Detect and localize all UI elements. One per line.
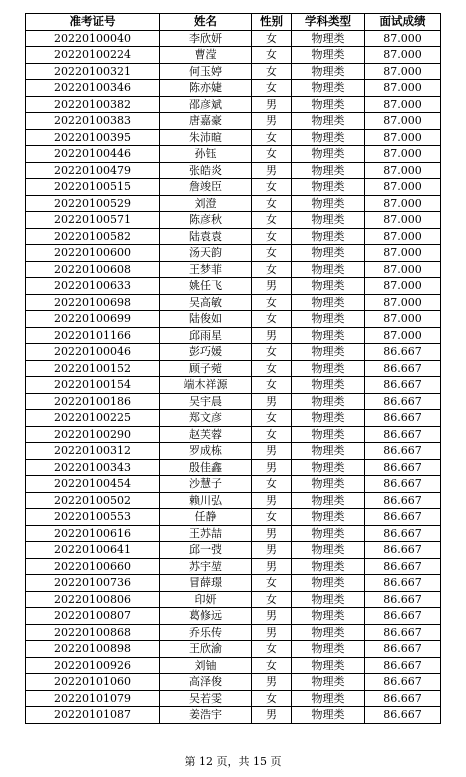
table-row [26,476,441,493]
cell-exam-id: 20220101166 [26,327,160,344]
cell-interview-score: 87.000 [365,327,441,344]
cell-exam-id: 20220100633 [26,278,160,295]
cell-exam-id: 20220100186 [26,393,160,410]
cell-subject-type: 物理类 [292,476,365,493]
cell-gender: 女 [252,30,292,47]
table-row [26,525,441,542]
table-row [26,179,441,196]
cell-interview-score: 86.667 [365,641,441,658]
cell-gender: 男 [252,624,292,641]
cell-interview-score: 86.667 [365,393,441,410]
cell-interview-score: 86.667 [365,657,441,674]
cell-name: 刘铀 [160,657,252,674]
cell-gender: 男 [252,443,292,460]
cell-subject-type: 物理类 [292,261,365,278]
cell-exam-id: 20220100321 [26,63,160,80]
cell-exam-id: 20220100312 [26,443,160,460]
cell-gender: 女 [252,47,292,64]
header-gender: 性别 [252,14,292,31]
table-row [26,30,441,47]
cell-name: 张皓炎 [160,162,252,179]
cell-name: 李欣妍 [160,30,252,47]
cell-subject-type: 物理类 [292,47,365,64]
cell-exam-id: 20220101079 [26,690,160,707]
cell-gender: 女 [252,294,292,311]
cell-name: 陆俊如 [160,311,252,328]
cell-exam-id: 20220100225 [26,410,160,427]
cell-exam-id: 20220100040 [26,30,160,47]
cell-name: 苏宇堃 [160,558,252,575]
cell-name: 汤天韵 [160,245,252,262]
cell-gender: 男 [252,707,292,724]
cell-exam-id: 20220100736 [26,575,160,592]
cell-name: 王苏喆 [160,525,252,542]
cell-name: 陈亦婕 [160,80,252,97]
cell-name: 姜浩宇 [160,707,252,724]
table-row [26,162,441,179]
cell-interview-score: 87.000 [365,278,441,295]
header-exam-id: 准考证号 [26,14,160,31]
cell-subject-type: 物理类 [292,195,365,212]
cell-interview-score: 87.000 [365,96,441,113]
cell-subject-type: 物理类 [292,377,365,394]
cell-gender: 女 [252,360,292,377]
cell-subject-type: 物理类 [292,459,365,476]
cell-name: 刘澄 [160,195,252,212]
cell-subject-type: 物理类 [292,558,365,575]
cell-interview-score: 86.667 [365,591,441,608]
cell-exam-id: 20220100553 [26,509,160,526]
cell-exam-id: 20220100641 [26,542,160,559]
cell-subject-type: 物理类 [292,228,365,245]
table-row [26,146,441,163]
cell-subject-type: 物理类 [292,608,365,625]
cell-subject-type: 物理类 [292,327,365,344]
cell-subject-type: 物理类 [292,690,365,707]
table-row [26,393,441,410]
table-row [26,509,441,526]
cell-subject-type: 物理类 [292,674,365,691]
cell-subject-type: 物理类 [292,311,365,328]
cell-subject-type: 物理类 [292,492,365,509]
cell-gender: 女 [252,63,292,80]
cell-subject-type: 物理类 [292,63,365,80]
cell-subject-type: 物理类 [292,657,365,674]
cell-subject-type: 物理类 [292,393,365,410]
table-body [26,30,441,723]
cell-exam-id: 20220100529 [26,195,160,212]
cell-name: 郑文彦 [160,410,252,427]
cell-gender: 女 [252,261,292,278]
cell-gender: 女 [252,476,292,493]
cell-subject-type: 物理类 [292,641,365,658]
table-row [26,492,441,509]
cell-name: 王欣渝 [160,641,252,658]
cell-subject-type: 物理类 [292,179,365,196]
cell-exam-id: 20220100446 [26,146,160,163]
cell-interview-score: 86.667 [365,558,441,575]
cell-subject-type: 物理类 [292,591,365,608]
cell-gender: 女 [252,129,292,146]
table-row [26,426,441,443]
cell-gender: 男 [252,459,292,476]
cell-subject-type: 物理类 [292,113,365,130]
cell-interview-score: 86.667 [365,707,441,724]
cell-interview-score: 87.000 [365,30,441,47]
cell-gender: 男 [252,608,292,625]
table-row [26,542,441,559]
cell-gender: 男 [252,558,292,575]
cell-exam-id: 20220100699 [26,311,160,328]
cell-subject-type: 物理类 [292,30,365,47]
table-row [26,674,441,691]
cell-name: 邵彦斌 [160,96,252,113]
cell-exam-id: 20220100046 [26,344,160,361]
cell-exam-id: 20220100224 [26,47,160,64]
cell-gender: 女 [252,377,292,394]
cell-subject-type: 物理类 [292,509,365,526]
cell-exam-id: 20220100290 [26,426,160,443]
cell-interview-score: 87.000 [365,228,441,245]
cell-name: 朱沛暄 [160,129,252,146]
cell-name: 葛修远 [160,608,252,625]
cell-exam-id: 20220101060 [26,674,160,691]
cell-exam-id: 20220100898 [26,641,160,658]
cell-exam-id: 20220101087 [26,707,160,724]
cell-gender: 女 [252,426,292,443]
cell-gender: 男 [252,542,292,559]
table-row [26,707,441,724]
cell-interview-score: 86.667 [365,608,441,625]
cell-exam-id: 20220100600 [26,245,160,262]
cell-exam-id: 20220100395 [26,129,160,146]
table-row [26,624,441,641]
cell-subject-type: 物理类 [292,80,365,97]
table-row [26,591,441,608]
cell-name: 陈彦秋 [160,212,252,229]
cell-subject-type: 物理类 [292,410,365,427]
cell-exam-id: 20220100154 [26,377,160,394]
cell-subject-type: 物理类 [292,525,365,542]
cell-name: 彭巧媛 [160,344,252,361]
table-row [26,245,441,262]
cell-name: 孙钰 [160,146,252,163]
cell-exam-id: 20220100383 [26,113,160,130]
table-row [26,377,441,394]
cell-exam-id: 20220100346 [26,80,160,97]
cell-name: 乔乐传 [160,624,252,641]
cell-subject-type: 物理类 [292,294,365,311]
cell-gender: 女 [252,509,292,526]
cell-interview-score: 86.667 [365,360,441,377]
cell-interview-score: 86.667 [365,624,441,641]
table-row [26,327,441,344]
header-row [26,14,441,31]
cell-interview-score: 87.000 [365,47,441,64]
cell-gender: 男 [252,162,292,179]
cell-exam-id: 20220100382 [26,96,160,113]
table-row [26,278,441,295]
cell-exam-id: 20220100515 [26,179,160,196]
table-row [26,96,441,113]
cell-gender: 男 [252,525,292,542]
cell-subject-type: 物理类 [292,360,365,377]
cell-subject-type: 物理类 [292,443,365,460]
header-subject-type: 学科类型 [292,14,365,31]
cell-interview-score: 87.000 [365,195,441,212]
cell-exam-id: 20220100479 [26,162,160,179]
cell-subject-type: 物理类 [292,344,365,361]
cell-gender: 女 [252,410,292,427]
cell-subject-type: 物理类 [292,96,365,113]
cell-exam-id: 20220100698 [26,294,160,311]
table-row [26,261,441,278]
cell-interview-score: 86.667 [365,344,441,361]
cell-interview-score: 87.000 [365,129,441,146]
cell-interview-score: 86.667 [365,674,441,691]
cell-name: 陆袁袁 [160,228,252,245]
cell-interview-score: 86.667 [365,575,441,592]
cell-interview-score: 87.000 [365,113,441,130]
cell-name: 邱一弢 [160,542,252,559]
cell-gender: 女 [252,344,292,361]
cell-name: 邱雨星 [160,327,252,344]
cell-interview-score: 86.667 [365,377,441,394]
cell-name: 赵芙蓉 [160,426,252,443]
cell-interview-score: 87.000 [365,294,441,311]
cell-exam-id: 20220100926 [26,657,160,674]
cell-gender: 女 [252,80,292,97]
table-row [26,459,441,476]
cell-name: 唐嘉豪 [160,113,252,130]
cell-gender: 女 [252,311,292,328]
cell-subject-type: 物理类 [292,212,365,229]
cell-name: 沙慧子 [160,476,252,493]
page-number: 第 12 页，共 15 页 [184,755,282,768]
table-row [26,311,441,328]
cell-name: 任静 [160,509,252,526]
cell-interview-score: 86.667 [365,690,441,707]
cell-name: 端木祥源 [160,377,252,394]
cell-interview-score: 86.667 [365,459,441,476]
cell-interview-score: 87.000 [365,245,441,262]
cell-interview-score: 86.667 [365,410,441,427]
cell-gender: 男 [252,393,292,410]
cell-interview-score: 86.667 [365,525,441,542]
cell-exam-id: 20220100868 [26,624,160,641]
cell-interview-score: 86.667 [365,476,441,493]
table-row [26,47,441,64]
cell-subject-type: 物理类 [292,707,365,724]
cell-interview-score: 87.000 [365,146,441,163]
cell-name: 罗成栋 [160,443,252,460]
table-row [26,80,441,97]
cell-interview-score: 86.667 [365,492,441,509]
cell-gender: 女 [252,641,292,658]
cell-gender: 女 [252,179,292,196]
header-name: 姓名 [160,14,252,31]
cell-interview-score: 87.000 [365,63,441,80]
table-row [26,360,441,377]
cell-interview-score: 87.000 [365,179,441,196]
cell-subject-type: 物理类 [292,426,365,443]
cell-gender: 女 [252,591,292,608]
cell-gender: 女 [252,212,292,229]
cell-name: 殷佳鑫 [160,459,252,476]
table-row [26,212,441,229]
cell-exam-id: 20220100660 [26,558,160,575]
cell-exam-id: 20220100616 [26,525,160,542]
cell-gender: 女 [252,690,292,707]
cell-gender: 男 [252,278,292,295]
cell-exam-id: 20220100152 [26,360,160,377]
cell-gender: 女 [252,245,292,262]
cell-subject-type: 物理类 [292,162,365,179]
cell-name: 吴高敏 [160,294,252,311]
table-row [26,641,441,658]
cell-gender: 女 [252,195,292,212]
cell-name: 高泽俊 [160,674,252,691]
cell-gender: 女 [252,575,292,592]
cell-interview-score: 86.667 [365,509,441,526]
table-row [26,228,441,245]
cell-exam-id: 20220100807 [26,608,160,625]
cell-interview-score: 86.667 [365,542,441,559]
cell-gender: 男 [252,492,292,509]
table-row [26,294,441,311]
table-row [26,129,441,146]
cell-interview-score: 87.000 [365,212,441,229]
table-row [26,113,441,130]
cell-gender: 男 [252,327,292,344]
cell-subject-type: 物理类 [292,624,365,641]
cell-exam-id: 20220100454 [26,476,160,493]
table-row [26,575,441,592]
cell-subject-type: 物理类 [292,245,365,262]
cell-name: 何玉婷 [160,63,252,80]
cell-subject-type: 物理类 [292,575,365,592]
cell-interview-score: 87.000 [365,80,441,97]
cell-subject-type: 物理类 [292,129,365,146]
cell-interview-score: 87.000 [365,261,441,278]
results-table [25,13,441,724]
cell-gender: 女 [252,657,292,674]
cell-gender: 女 [252,146,292,163]
cell-interview-score: 87.000 [365,162,441,179]
cell-subject-type: 物理类 [292,278,365,295]
cell-gender: 男 [252,674,292,691]
cell-name: 姚任飞 [160,278,252,295]
cell-interview-score: 86.667 [365,443,441,460]
cell-name: 吴宇晨 [160,393,252,410]
cell-gender: 女 [252,228,292,245]
table-row [26,63,441,80]
cell-name: 赖川弘 [160,492,252,509]
cell-name: 吴若雯 [160,690,252,707]
table-row [26,558,441,575]
cell-interview-score: 87.000 [365,311,441,328]
cell-interview-score: 86.667 [365,426,441,443]
cell-exam-id: 20220100582 [26,228,160,245]
cell-name: 顾子菀 [160,360,252,377]
table-row [26,410,441,427]
cell-gender: 男 [252,113,292,130]
table-row [26,443,441,460]
cell-exam-id: 20220100806 [26,591,160,608]
table-row [26,690,441,707]
header-interview-score: 面试成绩 [365,14,441,31]
cell-name: 曹滢 [160,47,252,64]
cell-subject-type: 物理类 [292,542,365,559]
table-row [26,608,441,625]
cell-exam-id: 20220100343 [26,459,160,476]
cell-name: 印妍 [160,591,252,608]
table-row [26,195,441,212]
cell-name: 王梦菲 [160,261,252,278]
cell-subject-type: 物理类 [292,146,365,163]
cell-name: 詹竣臣 [160,179,252,196]
cell-exam-id: 20220100502 [26,492,160,509]
table-row [26,344,441,361]
cell-exam-id: 20220100608 [26,261,160,278]
cell-gender: 男 [252,96,292,113]
cell-name: 冒薛璟 [160,575,252,592]
cell-exam-id: 20220100571 [26,212,160,229]
table-row [26,657,441,674]
